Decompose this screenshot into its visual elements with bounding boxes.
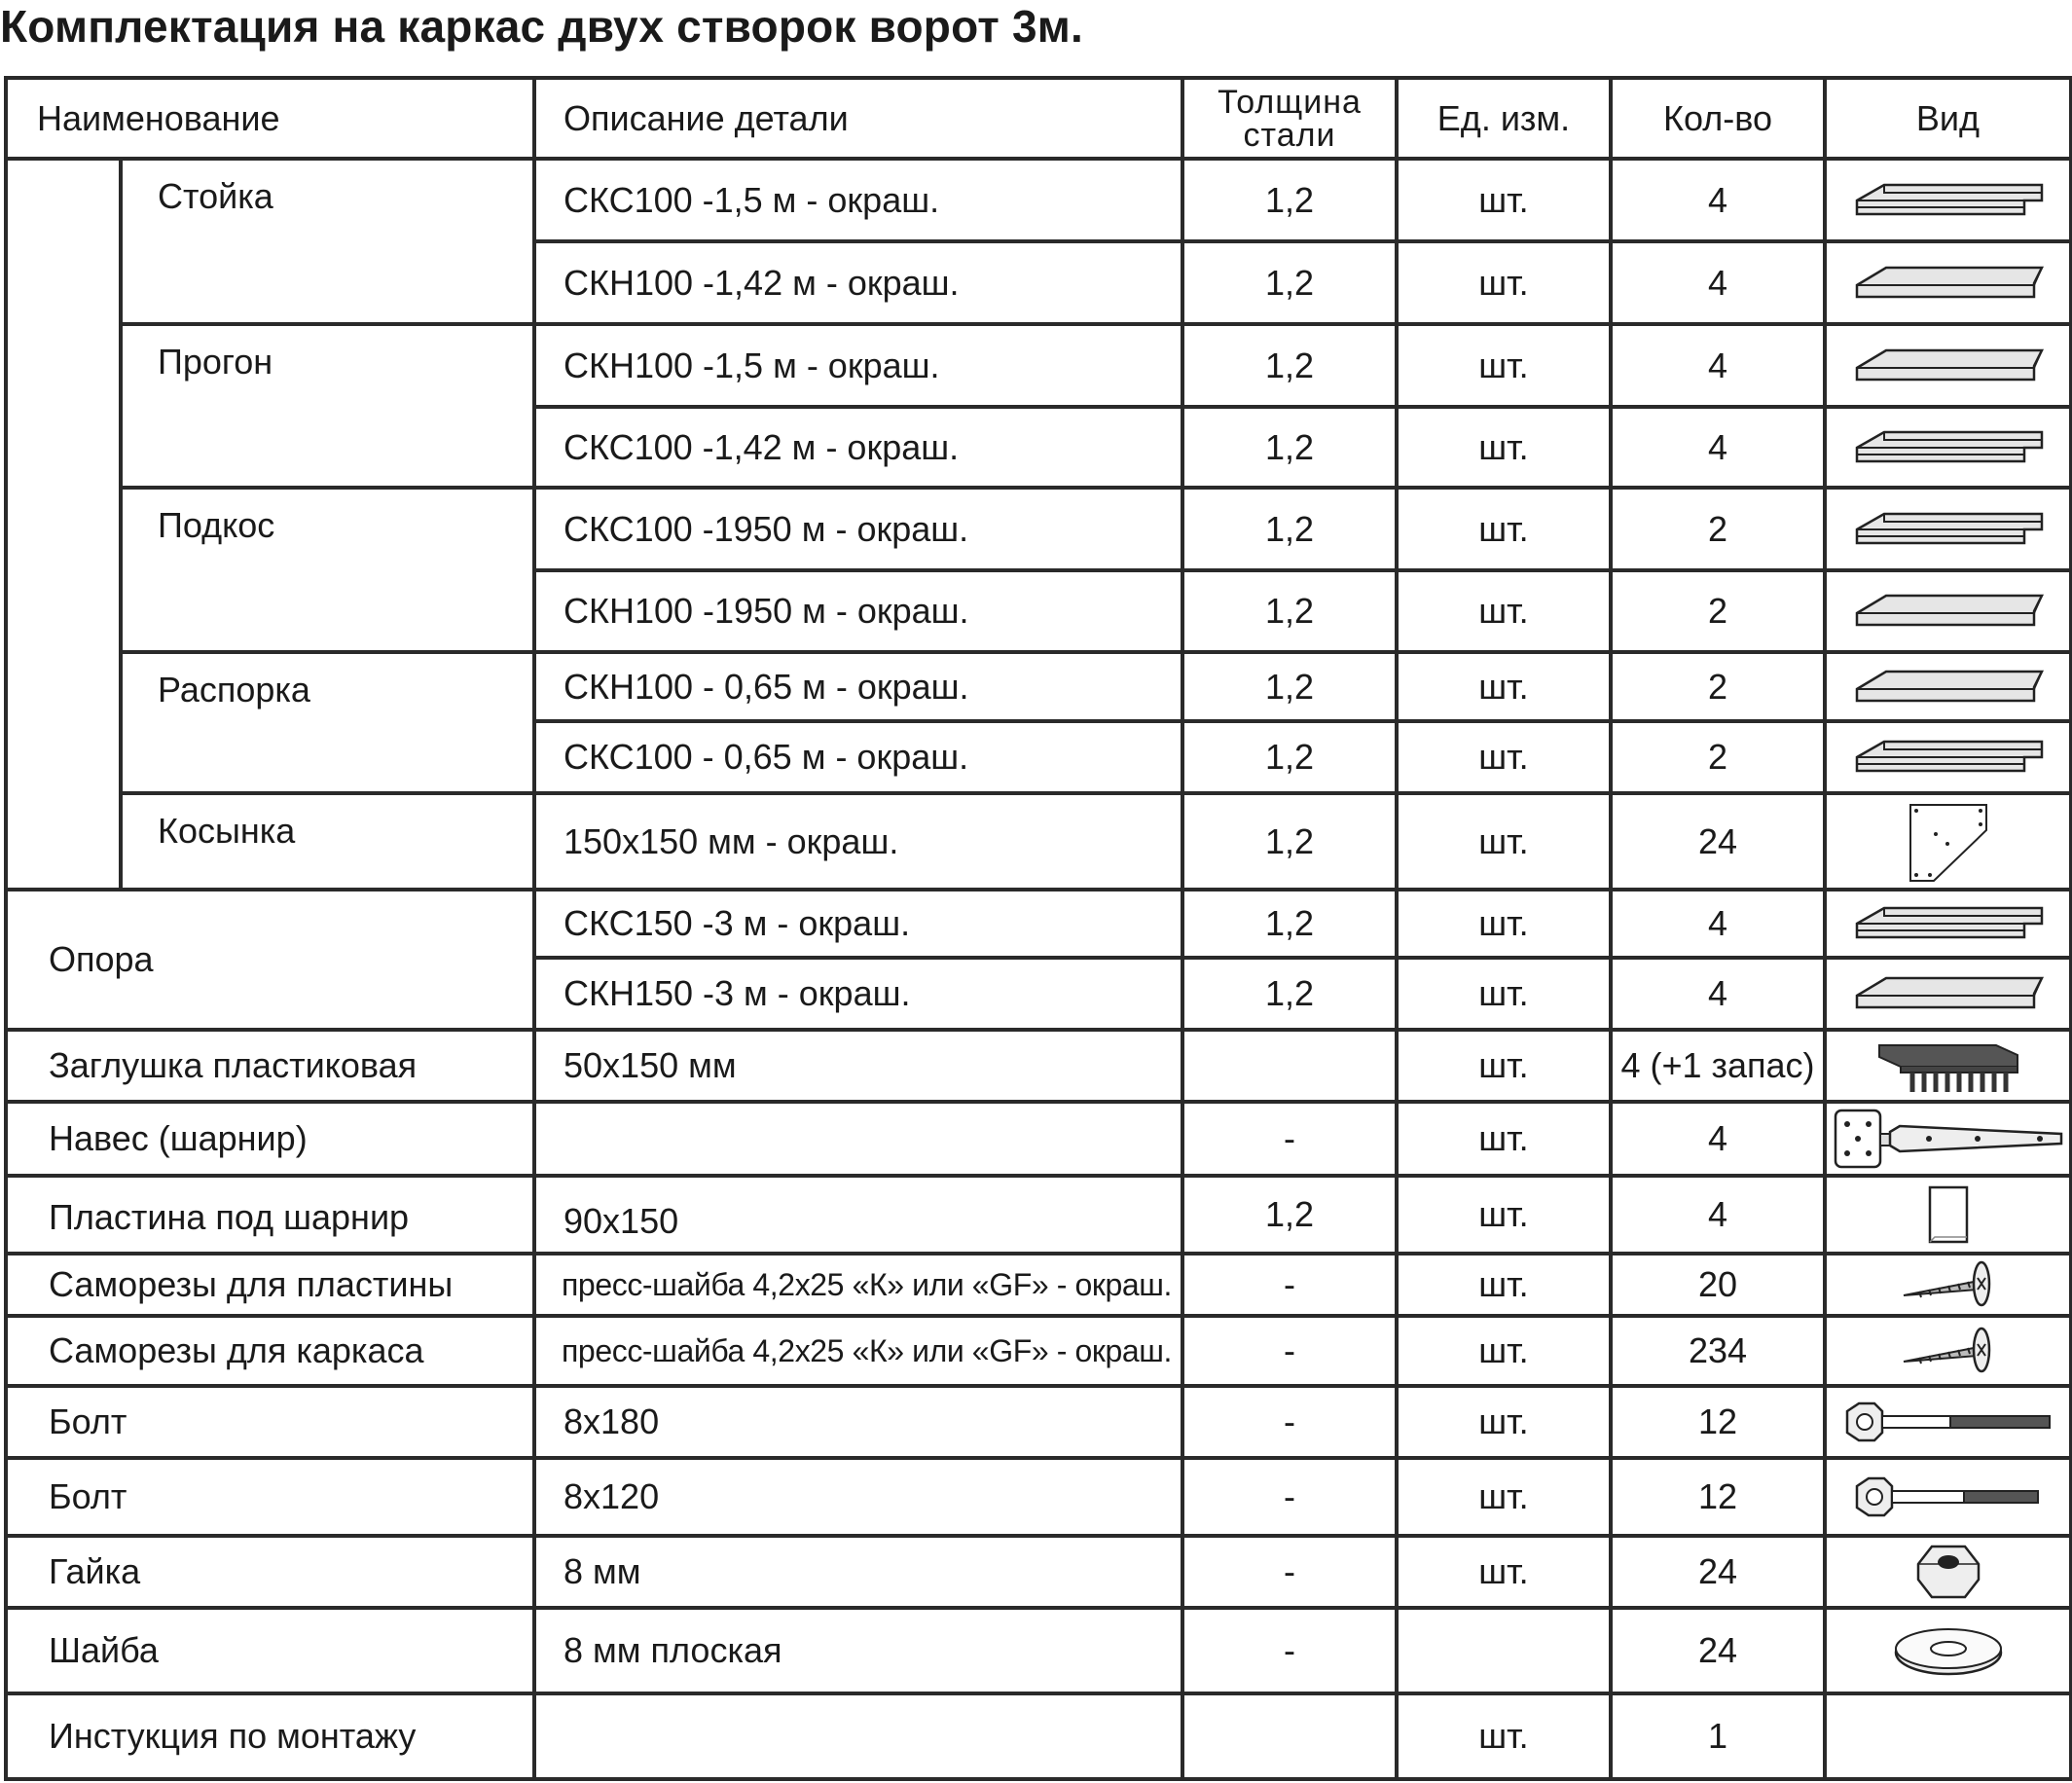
plastic-cap-icon <box>1875 1037 2021 1094</box>
view-cell <box>1825 1693 2071 1779</box>
cn-profile-icon <box>1851 972 2046 1015</box>
qty-cell: 12 <box>1611 1458 1825 1536</box>
cn-profile-icon <box>1851 590 2046 633</box>
cn-profile-icon <box>1851 666 2046 709</box>
unit-cell: шт. <box>1397 793 1611 890</box>
description-cell: 8 мм плоская <box>534 1608 1182 1693</box>
table-row <box>6 1536 2071 1608</box>
qty-cell: 2 <box>1611 570 1825 652</box>
thickness-cell: - <box>1182 1386 1397 1458</box>
table-row <box>6 324 2071 407</box>
view-cell <box>1825 1608 2071 1693</box>
description-cell: СКН100 -1950 м - окраш. <box>534 570 1182 652</box>
table-row <box>6 890 2071 958</box>
unit-cell: шт. <box>1397 407 1611 488</box>
table-row <box>6 1316 2071 1386</box>
unit-cell: шт. <box>1397 1536 1611 1608</box>
table-row <box>6 1254 2071 1316</box>
thickness-cell: 1,2 <box>1182 890 1397 958</box>
description-cell: СКС100 -1,5 м - окраш. <box>534 159 1182 241</box>
description-cell: 8 мм <box>534 1536 1182 1608</box>
qty-cell: 4 (+1 запас) <box>1611 1030 1825 1102</box>
item-name: Шайба <box>6 1608 534 1693</box>
header-thickness <box>1182 78 1397 159</box>
description-cell: СКН100 -1,42 м - окраш. <box>534 241 1182 324</box>
description-cell: 50х150 мм <box>534 1030 1182 1102</box>
view-cell <box>1825 1316 2071 1386</box>
view-cell <box>1825 793 2071 890</box>
header-qty: Кол-во <box>1611 78 1825 159</box>
item-name: Инстукция по монтажу <box>6 1693 534 1779</box>
thickness-cell: 1,2 <box>1182 241 1397 324</box>
view-cell <box>1825 652 2071 721</box>
description-cell: СКН100 -1,5 м - окраш. <box>534 324 1182 407</box>
plate-icon <box>1927 1184 1970 1245</box>
item-name: Заглушка пластиковая <box>6 1030 534 1102</box>
view-cell <box>1825 1536 2071 1608</box>
header-row <box>6 78 2071 159</box>
view-cell <box>1825 570 2071 652</box>
qty-cell: 4 <box>1611 324 1825 407</box>
cs-profile-icon <box>1851 736 2046 779</box>
thickness-cell: - <box>1182 1254 1397 1316</box>
table-row <box>6 1693 2071 1779</box>
view-cell <box>1825 241 2071 324</box>
group-label-cell <box>6 159 121 890</box>
description-cell: СКС100 -1950 м - окраш. <box>534 488 1182 570</box>
unit-cell: шт. <box>1397 721 1611 793</box>
view-cell <box>1825 1102 2071 1176</box>
washer-icon <box>1890 1623 2007 1678</box>
gusset-plate-icon <box>1905 801 1992 883</box>
thickness-cell: 1,2 <box>1182 324 1397 407</box>
table-row <box>6 652 2071 721</box>
unit-cell: шт. <box>1397 1458 1611 1536</box>
qty-cell: 2 <box>1611 721 1825 793</box>
description-cell: 90х150 <box>534 1176 1182 1254</box>
screw-icon <box>1900 1325 1997 1377</box>
subgroup-progon: Прогон <box>121 324 534 488</box>
thickness-cell <box>1182 1693 1397 1779</box>
header-thickness-line2: стали <box>1243 116 1336 154</box>
unit-cell: шт. <box>1397 1176 1611 1254</box>
view-cell <box>1825 407 2071 488</box>
description-cell: СКС100 - 0,65 м - окраш. <box>534 721 1182 793</box>
unit-cell: шт. <box>1397 1316 1611 1386</box>
long-bolt-icon <box>1841 1398 2055 1446</box>
subgroup-kosynka: Косынка <box>121 793 534 890</box>
header-thickness-line1: Толщина <box>1218 83 1362 121</box>
description-cell: пресс-шайба 4,2х25 «К» или «GF» - окраш. <box>534 1254 1182 1316</box>
header-name: Наименование <box>6 78 534 159</box>
item-name: Гайка <box>6 1536 534 1608</box>
view-cell <box>1825 488 2071 570</box>
item-name: Болт <box>6 1386 534 1458</box>
thickness-cell: 1,2 <box>1182 793 1397 890</box>
qty-cell: 4 <box>1611 241 1825 324</box>
table-row <box>6 1608 2071 1693</box>
unit-cell: шт. <box>1397 1386 1611 1458</box>
table-row <box>6 1102 2071 1176</box>
view-cell <box>1825 958 2071 1030</box>
table-row <box>6 159 2071 241</box>
qty-cell: 4 <box>1611 890 1825 958</box>
qty-cell: 24 <box>1611 1536 1825 1608</box>
table-row <box>6 793 2071 890</box>
thickness-cell: 1,2 <box>1182 488 1397 570</box>
item-name: Болт <box>6 1458 534 1536</box>
qty-cell: 20 <box>1611 1254 1825 1316</box>
qty-cell: 12 <box>1611 1386 1825 1458</box>
cs-profile-icon <box>1851 508 2046 551</box>
description-cell: СКС150 -3 м - окраш. <box>534 890 1182 958</box>
cn-profile-icon <box>1851 345 2046 387</box>
description-cell <box>534 1102 1182 1176</box>
thickness-cell: 1,2 <box>1182 721 1397 793</box>
view-cell <box>1825 324 2071 407</box>
item-name: Саморезы для каркаса <box>6 1316 534 1386</box>
cn-profile-icon <box>1851 262 2046 305</box>
description-cell: СКН150 -3 м - окраш. <box>534 958 1182 1030</box>
qty-cell: 234 <box>1611 1316 1825 1386</box>
qty-cell: 4 <box>1611 159 1825 241</box>
subgroup-stoika: Стойка <box>121 159 534 324</box>
hinge-icon <box>1832 1105 2065 1173</box>
unit-cell: шт. <box>1397 1102 1611 1176</box>
unit-cell <box>1397 1608 1611 1693</box>
thickness-cell: - <box>1182 1536 1397 1608</box>
thickness-cell: - <box>1182 1316 1397 1386</box>
thickness-cell: 1,2 <box>1182 159 1397 241</box>
qty-cell: 2 <box>1611 488 1825 570</box>
thickness-cell: - <box>1182 1608 1397 1693</box>
thickness-cell: 1,2 <box>1182 958 1397 1030</box>
unit-cell: шт. <box>1397 570 1611 652</box>
screw-icon <box>1900 1258 1997 1311</box>
bolt-icon <box>1851 1473 2046 1521</box>
item-name: Саморезы для пластины <box>6 1254 534 1316</box>
thickness-cell: - <box>1182 1102 1397 1176</box>
description-cell: 150х150 мм - окраш. <box>534 793 1182 890</box>
subgroup-rasporka: Распорка <box>121 652 534 793</box>
cs-profile-icon <box>1851 179 2046 222</box>
header-description: Описание детали <box>534 78 1182 159</box>
unit-cell: шт. <box>1397 324 1611 407</box>
table-row <box>6 1458 2071 1536</box>
unit-cell: шт. <box>1397 488 1611 570</box>
description-cell: 8х120 <box>534 1458 1182 1536</box>
thickness-cell: 1,2 <box>1182 1176 1397 1254</box>
unit-cell: шт. <box>1397 241 1611 324</box>
unit-cell: шт. <box>1397 890 1611 958</box>
qty-cell: 2 <box>1611 652 1825 721</box>
nut-icon <box>1914 1543 1982 1601</box>
table-row <box>6 1386 2071 1458</box>
view-cell <box>1825 1458 2071 1536</box>
item-name: Навес (шарнир) <box>6 1102 534 1176</box>
thickness-cell: 1,2 <box>1182 652 1397 721</box>
table-row <box>6 1176 2071 1254</box>
view-cell <box>1825 721 2071 793</box>
item-name: Пластина под шарнир <box>6 1176 534 1254</box>
thickness-cell: 1,2 <box>1182 407 1397 488</box>
document-title: Комплектация на каркас двух створок ворот 3м. <box>0 1 1083 52</box>
description-cell: 8х180 <box>534 1386 1182 1458</box>
components-table <box>4 76 2072 1781</box>
support-name: Опора <box>6 890 534 1030</box>
qty-cell: 4 <box>1611 407 1825 488</box>
description-cell: пресс-шайба 4,2х25 «К» или «GF» - окраш. <box>534 1316 1182 1386</box>
qty-cell: 1 <box>1611 1693 1825 1779</box>
thickness-cell: - <box>1182 1458 1397 1536</box>
header-unit: Ед. изм. <box>1397 78 1611 159</box>
cs-profile-icon <box>1851 426 2046 469</box>
qty-cell: 24 <box>1611 1608 1825 1693</box>
unit-cell: шт. <box>1397 1254 1611 1316</box>
header-view: Вид <box>1825 78 2071 159</box>
cs-profile-icon <box>1851 902 2046 945</box>
view-cell <box>1825 1254 2071 1316</box>
description-cell: СКС100 -1,42 м - окраш. <box>534 407 1182 488</box>
unit-cell: шт. <box>1397 1693 1611 1779</box>
table-row <box>6 1030 2071 1102</box>
description-cell: СКН100 - 0,65 м - окраш. <box>534 652 1182 721</box>
unit-cell: шт. <box>1397 958 1611 1030</box>
qty-cell: 24 <box>1611 793 1825 890</box>
table-row <box>6 488 2071 570</box>
qty-cell: 4 <box>1611 1102 1825 1176</box>
unit-cell: шт. <box>1397 652 1611 721</box>
subgroup-podkos: Подкос <box>121 488 534 652</box>
view-cell <box>1825 159 2071 241</box>
qty-cell: 4 <box>1611 958 1825 1030</box>
view-cell <box>1825 1176 2071 1254</box>
view-cell <box>1825 1386 2071 1458</box>
unit-cell: шт. <box>1397 1030 1611 1102</box>
thickness-cell <box>1182 1030 1397 1102</box>
thickness-cell: 1,2 <box>1182 570 1397 652</box>
qty-cell: 4 <box>1611 1176 1825 1254</box>
description-cell <box>534 1693 1182 1779</box>
view-cell <box>1825 890 2071 958</box>
unit-cell: шт. <box>1397 159 1611 241</box>
view-cell <box>1825 1030 2071 1102</box>
